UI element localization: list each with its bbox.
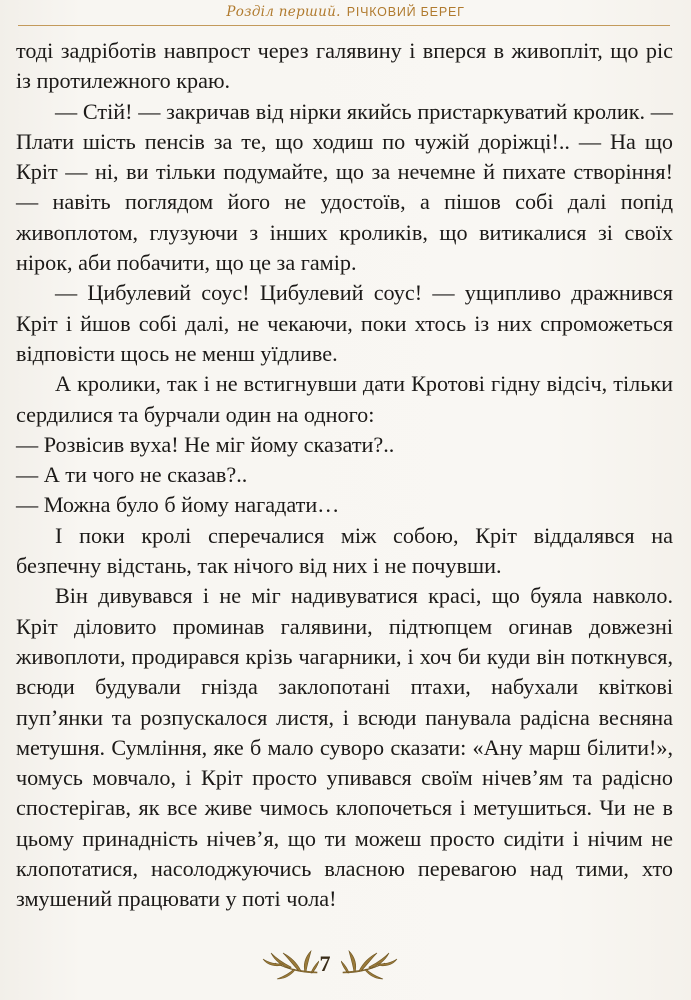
section-title: РІЧКОВИЙ БЕРЕГ [346, 5, 465, 19]
laurel-left-icon [261, 947, 319, 981]
page-number: 7 [319, 951, 331, 976]
running-head [0, 0, 691, 26]
paragraph: — Можна було б йому нагадати… [16, 492, 340, 518]
paragraph: А кролики, так і не встигнувши дати Кротові гідну відсіч, тільки сердилися та бурчали один на одного: [16, 371, 673, 427]
paragraph: І поки кролі сперечалися між собою, Кріт віддалявся на безпечну відстань, так нічого від них і не почувши. [16, 522, 673, 579]
header-rule [18, 25, 670, 26]
paragraph: тоді задріботів навпрост через галявину і вперся в живопліт, що ріс із протилежного краю. [16, 38, 673, 94]
paragraph: — А ти чого не сказав?.. [16, 462, 248, 488]
paragraph: — Стій! — закричав від нірки якийсь пристаркуватий кролик. — Плати шість пенсів за те, що ходиш по чужій доріжці!.. — На що Кріт — ні, ви тільки подумайте, що за нечемне й пихате створіння! — навіть поглядом його не удостоїв, а пішов собі далі попід живоплотом, глузуючи з інших кроликів, що витикалися зі своїх нірок, аби побачити, що це за гамір. [16, 98, 673, 276]
paragraph: Він дивувався і не міг надивуватися красі, що буяла навколо. Кріт діловито проминав галявини, підтюпцем огинав довжезні живоплоти, продирався крізь чагарники, і хоч би куди він поткнувся, всюди будували гнізда заклопотані птахи, набухали квіткові пуп’янки та розпускалося листя, і всюди панувала радісна весняна метушня. Сумління, яке б мало суворо сказати: «Ану марш білити!», чомусь мовчало, і Кріт просто упивався своїм нічев’ям та радісно спостерігав, як все живе чимось клопочеться і метушиться. Чи не в цьому принадність нічев’я, що ти можеш просто сидіти і нічим не клопотатися, насолоджуючись власною перевагою над тими, хто змушений працювати у поті чола! [16, 583, 673, 912]
running-head-title [0, 4, 691, 20]
body-text [16, 36, 673, 915]
paragraph: — Розвісив вуха! Не міг йому сказати?.. [16, 431, 395, 457]
laurel-right-icon [341, 947, 399, 981]
chapter-label: Розділ перший. [226, 4, 341, 20]
paragraph: — Цибулевий соус! Цибулевий соус! — ущипливо дражнився Кріт і йшов собі далі, не чекаючи, поки хтось із них спроможеться відповісти щось не менш уїдливе. [16, 280, 673, 366]
page-footer [0, 945, 691, 985]
